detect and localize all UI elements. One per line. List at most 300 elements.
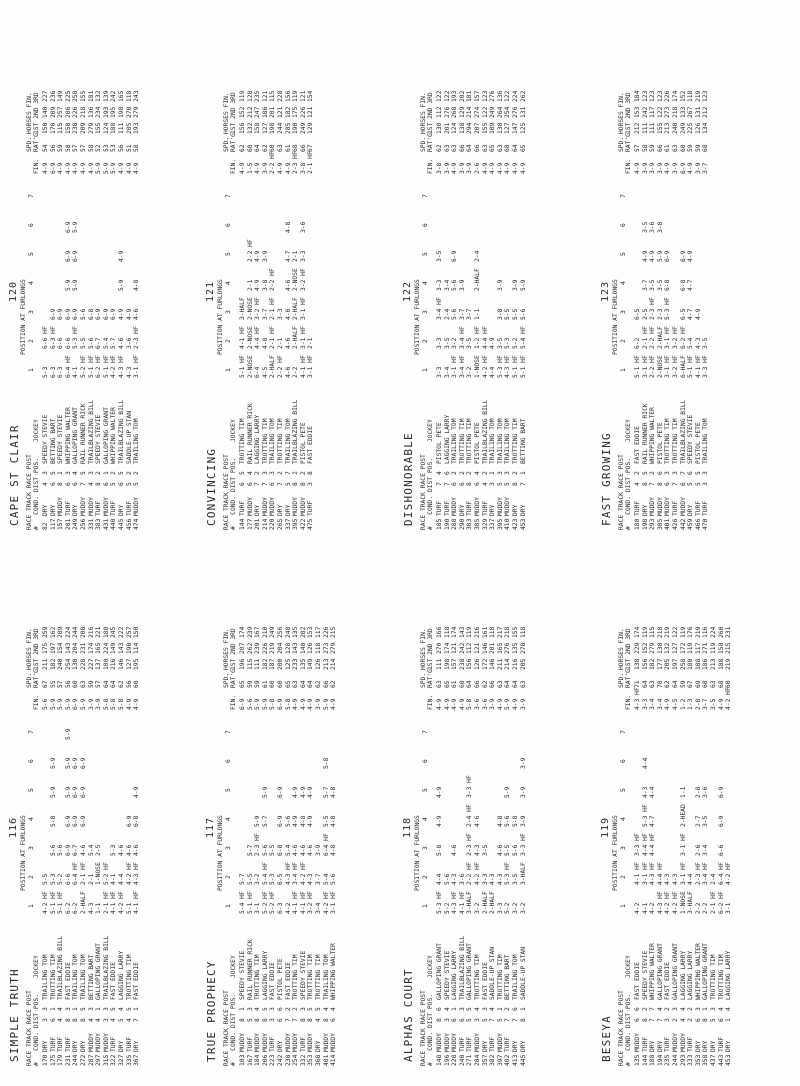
horses-fin-cell: 172 bbox=[679, 642, 687, 654]
finish-cell: 3-9 bbox=[656, 162, 664, 174]
race-row bbox=[687, 536, 695, 1066]
race-number-cell: 329 bbox=[481, 518, 489, 530]
header-furlong: 1 bbox=[422, 368, 429, 372]
furlong-position-cell: 4-8 bbox=[133, 279, 141, 291]
speed-rating-cell: 63 bbox=[451, 144, 459, 152]
race-rows bbox=[634, 0, 710, 530]
distance-cell: 8 bbox=[79, 1018, 87, 1022]
furlong-position-cell: 4-3 bbox=[473, 844, 481, 856]
header-race-track: RACE TRACK RACE POST bbox=[420, 990, 427, 1066]
post-position-cell: 4 bbox=[725, 1007, 733, 1011]
post-position-cell: 2 bbox=[687, 1007, 695, 1011]
finish-cell: 4-9 bbox=[239, 162, 246, 174]
header-furlong: 3 bbox=[225, 846, 232, 850]
furlong-position-cell: 3-9 bbox=[261, 250, 269, 262]
horses-fin-cell: 119 bbox=[679, 626, 687, 638]
furlong-position-cell: 4-9 bbox=[687, 250, 695, 262]
distance-cell: 8 bbox=[436, 1018, 443, 1022]
furlong-position-cell: 3-6 bbox=[125, 337, 133, 349]
horses-fin-cell: 218 bbox=[656, 626, 664, 638]
horses-fin-cell: 156 bbox=[466, 658, 474, 670]
furlong-position-cell: 4-4 bbox=[687, 873, 695, 885]
finish-cell: 3-9 bbox=[671, 162, 679, 174]
track-condition-cell: DRY bbox=[694, 1040, 702, 1052]
post-position-cell: 3 bbox=[64, 471, 72, 475]
horses-fin-cell: 118 bbox=[519, 626, 527, 638]
header-furlong: 4 bbox=[225, 281, 232, 285]
horses-fin-cell: 109 bbox=[489, 122, 497, 134]
furlong-position-cell: 6-2 HF bbox=[95, 355, 103, 378]
distance-cell: 8 bbox=[292, 482, 300, 486]
header-spd-rating: RAT'G bbox=[33, 133, 40, 152]
finish-cell: 5-8 bbox=[466, 698, 474, 710]
horses-fin-cell: 140 bbox=[42, 106, 49, 118]
horses-fin-cell: 132 bbox=[246, 122, 254, 134]
horses-fin-cell: 202 bbox=[458, 90, 466, 102]
track-condition-cell: TURF bbox=[125, 1036, 133, 1052]
jockey-cell: TRAILING TOM bbox=[504, 418, 512, 464]
horses-fin-cell: 122 bbox=[656, 106, 664, 118]
horses-fin-cell: 242 bbox=[641, 106, 649, 118]
race-row bbox=[50, 0, 58, 530]
furlong-position-cell: 4-9 bbox=[292, 786, 300, 798]
finish-cell: 4-9 bbox=[42, 162, 49, 174]
race-number: 119 bbox=[600, 816, 611, 838]
furlong-position-cell: 4-3 bbox=[496, 873, 504, 885]
track-condition-cell: MUDDY bbox=[473, 1033, 481, 1052]
horses-fin-cell: 182 bbox=[261, 658, 269, 670]
furlong-position-cell: 3-8 bbox=[261, 279, 269, 291]
jockey-cell: BETTING BART bbox=[519, 418, 527, 464]
furlong-position-cell: 1-1 bbox=[679, 786, 687, 798]
furlong-position-cell: 6-6 bbox=[717, 844, 725, 856]
horses-fin-cell: 209 bbox=[49, 106, 57, 118]
post-position-cell: 5 bbox=[79, 471, 87, 475]
finish-cell: 5-9 bbox=[79, 698, 87, 710]
post-position-cell: 4 bbox=[72, 471, 80, 475]
post-position-cell: 2 bbox=[110, 471, 118, 475]
furlong-position-cell: 2-NOSE bbox=[246, 326, 254, 349]
horses-fin-cell: 212 bbox=[702, 106, 710, 118]
horses-fin-cell: 117 bbox=[649, 106, 657, 118]
furlong-position-cell: 2-1 HF bbox=[79, 862, 87, 885]
post-position-cell: 4 bbox=[330, 1007, 338, 1011]
furlong-position-cell: 6-9 bbox=[57, 308, 65, 320]
furlong-position-cell: 3-2 HF bbox=[299, 268, 307, 291]
header-furlong: 7 bbox=[225, 730, 232, 734]
jockey-cell: TRAILBLAZING BILL bbox=[57, 935, 65, 1000]
furlong-position-cell: 4-8 bbox=[330, 815, 338, 827]
furlong-position-cell: 4-3 bbox=[125, 366, 133, 378]
header-position-title: POSITION AT FURLONGS bbox=[217, 815, 224, 891]
post-position-cell: 3 bbox=[102, 1007, 110, 1011]
horses-fin-cell: 121 bbox=[299, 90, 307, 102]
track-condition-cell: DRY bbox=[254, 504, 262, 516]
race-row bbox=[649, 0, 657, 530]
horses-fin-cell: 135 bbox=[292, 626, 300, 638]
jockey-cell: SADDLE-UP STAN bbox=[489, 946, 497, 1000]
horses-fin-cell: 224 bbox=[64, 626, 72, 638]
track-condition-cell: MUDDY bbox=[634, 1033, 641, 1052]
horses-fin-cell: 149 bbox=[57, 90, 65, 102]
horses-fin-cell: 119 bbox=[239, 90, 246, 102]
jockey-cell: SPEEDY STEVIE bbox=[299, 950, 307, 1000]
race-number-cell: 337 bbox=[284, 518, 292, 530]
finish-cell: 4-9 bbox=[330, 698, 338, 710]
jockey-cell: PISTOL PETE bbox=[473, 422, 481, 464]
header-race-track: RACE TRACK RACE POST bbox=[618, 990, 625, 1066]
horses-fin-cell: 188 bbox=[694, 658, 702, 670]
speed-rating-cell: 67 bbox=[42, 680, 49, 688]
race-row bbox=[72, 0, 80, 530]
post-position-cell: 2 bbox=[649, 471, 657, 475]
furlong-position-cell: 2-2 HF bbox=[649, 326, 657, 349]
horses-fin-cell: 219 bbox=[664, 626, 672, 638]
header-furlong: 7 bbox=[620, 730, 627, 734]
jockey-cell: SPEEDY STEVIE bbox=[95, 414, 103, 464]
race-number-cell: 228 bbox=[451, 1054, 459, 1066]
horses-fin-cell: 122 bbox=[443, 90, 451, 102]
furlong-position-cell: 6-9 bbox=[64, 221, 72, 233]
furlong-position-cell: 5-6 bbox=[519, 308, 527, 320]
furlong-position-cell: 2-1 bbox=[307, 337, 315, 349]
furlong-position-cell: 4-8 bbox=[284, 221, 292, 233]
furlong-position-cell: 4-4 bbox=[117, 873, 125, 885]
furlong-position-cell: 4-6 bbox=[299, 844, 307, 856]
horses-fin-cell: 182 bbox=[49, 658, 57, 670]
furlong-position-cell: 4-6 bbox=[117, 844, 125, 856]
race-row bbox=[57, 0, 65, 530]
header-position-title: POSITION AT FURLONGS bbox=[217, 279, 224, 355]
horses-fin-cell: 111 bbox=[117, 122, 125, 134]
header-race-track: RACE TRACK RACE POST bbox=[26, 454, 33, 530]
race-number-cell: 240 bbox=[458, 1054, 466, 1066]
furlong-position-cell: 5-3 HF bbox=[664, 297, 672, 320]
horses-fin-cell: 204 bbox=[72, 642, 80, 654]
furlong-position-cell: 5-9 bbox=[64, 757, 72, 769]
race-row bbox=[277, 536, 285, 1066]
furlong-position-cell: 3-1 HF bbox=[679, 862, 687, 885]
furlong-position-cell: 3-1 HF bbox=[641, 355, 649, 378]
distance-cell: 6 bbox=[694, 1018, 702, 1022]
furlong-position-cell: 4-6 bbox=[292, 844, 300, 856]
jockey-cell: TROTTING TIM bbox=[314, 954, 322, 1000]
speed-rating-cell: 68 bbox=[504, 144, 512, 152]
track-condition-cell: DRY bbox=[117, 1040, 125, 1052]
race-row bbox=[512, 536, 520, 1066]
furlong-position-cell: 4-1 HF bbox=[299, 355, 307, 378]
race-number: 117 bbox=[205, 816, 216, 838]
furlong-position-cell: 4-3 bbox=[694, 337, 702, 349]
horses-fin-cell: 279 bbox=[330, 642, 338, 654]
furlong-position-cell: 4-4 HF bbox=[649, 833, 657, 856]
jockey-cell: FAST EDDIE bbox=[481, 962, 489, 1000]
horses-fin-cell: 205 bbox=[125, 122, 133, 134]
speed-rating-cell: 69 bbox=[694, 680, 702, 688]
furlong-position-cell: 5-2 bbox=[443, 902, 451, 914]
horses-fin-cell: 152 bbox=[679, 90, 687, 102]
furlong-position-cell: 4-1 HF bbox=[694, 355, 702, 378]
race-row bbox=[466, 0, 474, 530]
post-position-cell: 3 bbox=[458, 1007, 466, 1011]
finish-cell: 4-9 bbox=[133, 698, 141, 710]
furlong-position-cell: 6-9 bbox=[79, 786, 87, 798]
speed-rating-cell: 68 bbox=[702, 680, 710, 688]
horses-fin-cell: 267 bbox=[687, 106, 695, 118]
race-row bbox=[657, 0, 665, 530]
speed-rating-cell: 56 bbox=[125, 680, 133, 688]
track-condition-cell: TURF bbox=[57, 1036, 65, 1052]
furlong-position-cell: 2-3 HF bbox=[133, 326, 141, 349]
furlong-position-cell: 6-3 bbox=[57, 366, 65, 378]
finish-cell: 5-9 bbox=[110, 162, 118, 174]
furlong-position-cell: 4-4 HF bbox=[656, 862, 664, 885]
post-position-cell: 1 bbox=[102, 471, 110, 475]
horses-fin-cell: 119 bbox=[641, 626, 649, 638]
furlong-position-cell: 3-1 HF bbox=[330, 891, 338, 914]
track-condition-cell: DRY bbox=[117, 504, 125, 516]
jockey-cell: GALLOPING GRANT bbox=[702, 943, 710, 1000]
post-position-cell: 6 bbox=[436, 1007, 443, 1011]
furlong-position-cell: 4-9 bbox=[649, 250, 657, 262]
race-row bbox=[680, 536, 688, 1066]
furlong-position-cell: 5-1 HF bbox=[634, 355, 641, 378]
furlong-position-cell: 2-7 bbox=[694, 815, 702, 827]
speed-rating-cell: 64 bbox=[511, 680, 519, 688]
race-number-cell: 440 bbox=[110, 518, 118, 530]
horse-block bbox=[205, 536, 395, 1066]
distance-cell: 3 bbox=[473, 1018, 481, 1022]
race-number-cell: 177 bbox=[246, 518, 254, 530]
jockey-cell: FAST EDDIE bbox=[634, 426, 641, 464]
furlong-position-cell: 6-8 bbox=[133, 815, 141, 827]
speed-rating-cell: 70 bbox=[656, 680, 664, 688]
speed-rating-cell: 68 bbox=[717, 680, 725, 688]
track-condition-cell: DRY bbox=[49, 504, 57, 516]
furlong-position-cell: 4-2 HF bbox=[664, 891, 672, 914]
finish-cell: 6-9 bbox=[276, 698, 284, 710]
finish-cell: 4-9 bbox=[451, 162, 459, 174]
horses-fin-cell: 158 bbox=[717, 642, 725, 654]
race-row bbox=[512, 0, 520, 530]
horses-fin-cell: 195 bbox=[110, 106, 118, 118]
race-row bbox=[702, 536, 710, 1066]
distance-cell: 7 bbox=[292, 1018, 300, 1022]
race-number-cell: 353 bbox=[694, 1054, 702, 1066]
race-row bbox=[436, 536, 444, 1066]
furlong-position-cell: 2-4 HF bbox=[466, 804, 474, 827]
race-row bbox=[262, 0, 270, 530]
finish-cell: 4-9 bbox=[276, 162, 284, 174]
horses-fin-cell: 156 bbox=[284, 90, 292, 102]
horse-block bbox=[600, 536, 790, 1066]
horses-fin-cell: 207 bbox=[473, 122, 481, 134]
post-position-cell: 2 bbox=[504, 1007, 512, 1011]
horses-fin-cell: 190 bbox=[292, 122, 300, 134]
post-position-cell: 5 bbox=[239, 471, 246, 475]
race-number-cell: 235 bbox=[664, 1054, 672, 1066]
horses-fin-cell: 165 bbox=[117, 90, 125, 102]
race-row bbox=[466, 536, 474, 1066]
header-furlong: 6 bbox=[620, 759, 627, 763]
post-position-cell: 6 bbox=[276, 1007, 284, 1011]
furlong-position-cell: 1-1 bbox=[473, 308, 481, 320]
post-position-cell: 2 bbox=[292, 471, 300, 475]
furlong-position-cell: 5-1 HF bbox=[102, 355, 110, 378]
speed-rating-cell: 64 bbox=[102, 680, 110, 688]
post-position-cell: 1 bbox=[702, 1007, 710, 1011]
jockey-cell: TRAILBLAZING BILL bbox=[679, 399, 687, 464]
speed-rating-cell: 62 bbox=[330, 680, 338, 688]
horses-fin-cell: 175 bbox=[42, 642, 49, 654]
horses-fin-cell: 127 bbox=[504, 122, 512, 134]
horses-fin-cell: 150 bbox=[64, 122, 72, 134]
horses-fin-cell: 112 bbox=[436, 106, 443, 118]
furlong-position-cell: 4-2 HF bbox=[481, 355, 489, 378]
header-spd-rating: RAT'G bbox=[427, 133, 434, 152]
race-number-cell: 333 bbox=[687, 1054, 695, 1066]
track-condition-cell: TURF bbox=[110, 500, 118, 516]
furlong-position-cell: 3-1 bbox=[725, 902, 733, 914]
jockey-cell: TROTTING TIM bbox=[458, 418, 466, 464]
distance-cell: 5 bbox=[694, 482, 702, 486]
finish-cell: 3-4 bbox=[649, 698, 657, 710]
horses-fin-cell: 225 bbox=[687, 122, 695, 134]
distance-cell: 7 bbox=[656, 1018, 664, 1022]
header-position-title: POSITION AT FURLONGS bbox=[414, 815, 421, 891]
race-number: 121 bbox=[205, 280, 216, 302]
furlong-position-cell: 6-8 bbox=[276, 844, 284, 856]
distance-cell: 3 bbox=[489, 482, 497, 486]
track-condition-cell: MUDDY bbox=[473, 497, 481, 516]
horses-fin-cell: 213 bbox=[322, 658, 330, 670]
furlong-position-cell: 5-1 bbox=[125, 902, 133, 914]
header-fin: FIN. bbox=[33, 694, 40, 710]
race-number-cell: 445 bbox=[117, 518, 125, 530]
furlong-position-cell: 3-4 bbox=[443, 366, 451, 378]
furlong-position-cell: 6-4 HF bbox=[322, 833, 330, 856]
jockey-cell: TRAILING TOM bbox=[42, 954, 49, 1000]
horses-fin-cell: 177 bbox=[656, 658, 664, 670]
finish-cell: 4-9 bbox=[125, 698, 133, 710]
race-row bbox=[451, 0, 459, 530]
furlong-position-cell: 5-1 HF bbox=[57, 891, 65, 914]
horses-fin-cell: 115 bbox=[269, 90, 277, 102]
furlong-position-cell: 3-7 bbox=[261, 308, 269, 320]
race-row bbox=[315, 536, 323, 1066]
furlong-position-cell: 4-8 bbox=[330, 786, 338, 798]
post-position-cell: 3 bbox=[87, 471, 95, 475]
horses-fin-cell: 212 bbox=[634, 122, 641, 134]
horses-fin-cell: 259 bbox=[42, 626, 49, 638]
header-jockey: JOCKEY bbox=[625, 419, 632, 442]
race-row bbox=[57, 536, 65, 1066]
furlong-position-cell: 3-7 bbox=[466, 308, 474, 320]
horses-fin-cell: 198 bbox=[443, 658, 451, 670]
header-furlong: 5 bbox=[422, 252, 429, 256]
furlong-position-cell: 5-7 bbox=[239, 873, 246, 885]
speed-rating-cell: 59 bbox=[57, 144, 65, 152]
header-furlong: 4 bbox=[422, 281, 429, 285]
furlong-position-cell: 6-9 bbox=[664, 250, 672, 262]
horses-fin-cell: 235 bbox=[254, 90, 262, 102]
furlong-position-cell: 6-9 bbox=[72, 250, 80, 262]
furlong-position-cell: 2-1 bbox=[87, 873, 95, 885]
horses-fin-cell: 279 bbox=[87, 122, 95, 134]
race-row bbox=[520, 0, 528, 530]
track-condition-cell: TURF bbox=[299, 1036, 307, 1052]
distance-cell: 6 bbox=[72, 482, 80, 486]
furlong-position-cell: 4-3 HF bbox=[451, 891, 459, 914]
furlong-position-cell: 4-1 bbox=[72, 366, 80, 378]
race-number-cell: 256 bbox=[79, 518, 87, 530]
race-number-cell: 180 bbox=[634, 518, 641, 530]
furlong-position-cell: 4-6 bbox=[284, 279, 292, 291]
track-condition-cell: MUDDY bbox=[443, 1033, 451, 1052]
race-number-cell: 170 bbox=[42, 1054, 49, 1066]
jockey-cell: LAGGING LARRY bbox=[117, 950, 125, 1000]
post-position-cell: 3 bbox=[664, 471, 672, 475]
header-furlong: 3 bbox=[422, 846, 429, 850]
distance-cell: 4 bbox=[634, 482, 641, 486]
horses-fin-cell: 216 bbox=[110, 658, 118, 670]
race-number-cell: 470 bbox=[702, 518, 710, 530]
horses-fin-cell: 228 bbox=[276, 90, 284, 102]
horses-fin-cell: 218 bbox=[504, 626, 512, 638]
race-row bbox=[657, 536, 665, 1066]
track-condition-cell: DRY bbox=[42, 1040, 49, 1052]
horses-fin-cell: 209 bbox=[79, 122, 87, 134]
furlong-position-cell: 3-4 HF bbox=[458, 355, 466, 378]
distance-cell: 8 bbox=[95, 482, 103, 486]
speed-rating-cell: 59 bbox=[246, 680, 254, 688]
furlong-position-cell: 5-9 bbox=[49, 757, 57, 769]
header-race-track: RACE TRACK RACE POST bbox=[223, 990, 230, 1066]
distance-cell: 2 bbox=[671, 1018, 679, 1022]
post-position-cell: 3 bbox=[269, 1007, 277, 1011]
distance-cell: 8 bbox=[656, 482, 664, 486]
horses-fin-cell: 118 bbox=[125, 90, 133, 102]
furlong-position-cell: 2-4 bbox=[709, 873, 717, 885]
furlong-position-cell: 2-2 bbox=[292, 366, 300, 378]
track-condition-cell: DRY bbox=[133, 1040, 141, 1052]
horses-fin-cell: 132 bbox=[95, 90, 103, 102]
race-row bbox=[65, 0, 73, 530]
horses-fin-cell: 245 bbox=[110, 626, 118, 638]
speed-rating-cell: 57 bbox=[72, 144, 80, 152]
speed-rating-cell: 60 bbox=[246, 144, 254, 152]
finish-cell: 4-9 bbox=[79, 162, 87, 174]
horses-fin-cell: 204 bbox=[276, 642, 284, 654]
furlong-position-cell: 5-6 bbox=[79, 308, 87, 320]
header-furlong: 7 bbox=[422, 194, 429, 198]
jockey-cell: TRAILBLAZING BILL bbox=[481, 399, 489, 464]
jockey-cell: TRAILING TOM bbox=[511, 954, 519, 1000]
race-rows bbox=[436, 536, 527, 1066]
horses-fin-cell: 225 bbox=[64, 90, 72, 102]
race-number-cell: 272 bbox=[79, 1054, 87, 1066]
horses-fin-cell: 181 bbox=[87, 90, 95, 102]
horses-fin-cell: 198 bbox=[269, 122, 277, 134]
header-race-track: RACE TRACK RACE POST bbox=[618, 454, 625, 530]
jockey-cell: GALLOPING GRANT bbox=[656, 943, 664, 1000]
horses-fin-cell: 154 bbox=[307, 90, 315, 102]
distance-cell: 8 bbox=[254, 1018, 262, 1022]
speed-rating-cell: 62 bbox=[239, 144, 246, 152]
race-number-cell: 437 bbox=[709, 1054, 717, 1066]
furlong-position-cell: 5-2 HF bbox=[102, 862, 110, 885]
furlong-position-cell: 5-5 bbox=[246, 873, 254, 885]
